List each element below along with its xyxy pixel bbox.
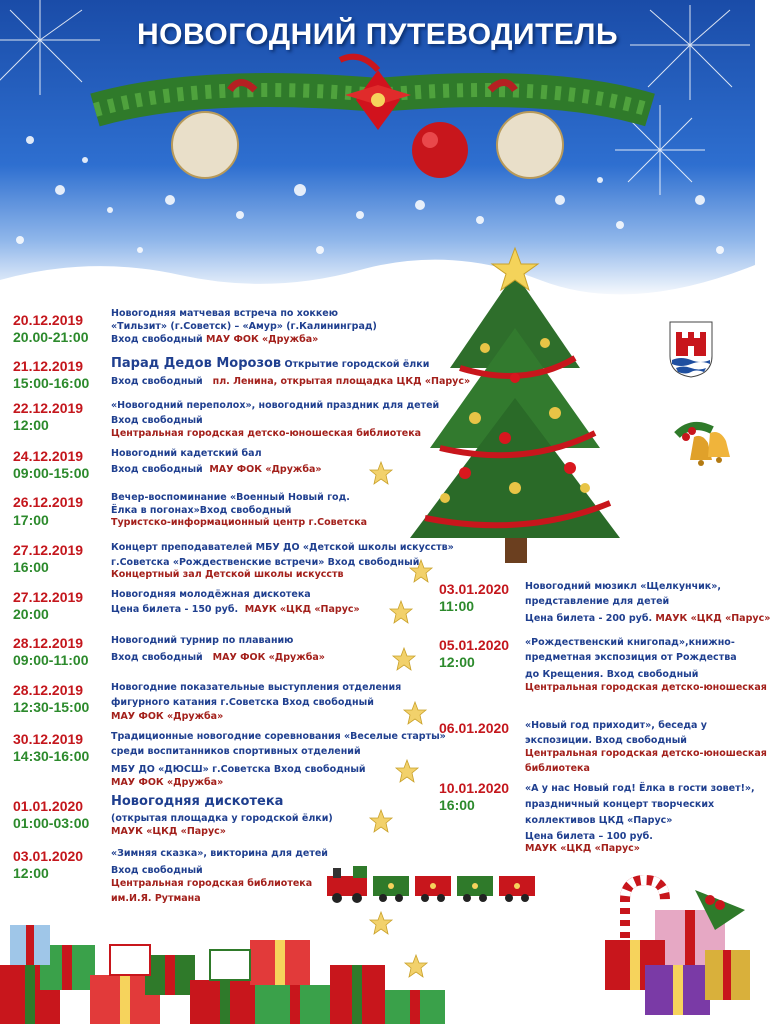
event-time: 12:00 (13, 417, 49, 433)
event-description: «Зимняя сказка», викторина для детей (111, 848, 328, 859)
event-venue: Центральная городская детско-юношеская (525, 748, 767, 759)
event-time: 17:00 (13, 512, 49, 528)
event-description: Вечер-воспоминание «Военный Новый год. (111, 492, 350, 503)
event-description: среди воспитанников спортивных отделений (111, 746, 361, 757)
event-venue: Центральная городская детско-юношеская библиотека (111, 428, 422, 439)
event-date: 06.01.2020 (439, 720, 510, 736)
event-description: Ёлка в погонах»Вход свободный (111, 505, 292, 516)
entry-text: Вход свободный (111, 376, 203, 387)
event-description: коллективов ЦКД «Парус» (525, 815, 673, 826)
event-description: МБУ ДО «ДЮСШ» г.Советска Вход свободный (111, 764, 366, 775)
entry-text: Цена билета - 150 руб. (111, 604, 239, 615)
event-entry (111, 334, 318, 345)
event-date: 03.01.2020 (439, 581, 510, 597)
event-time: 14:30-16:00 (13, 748, 90, 764)
event-description: фигурного катания г.Советска Вход свободный (111, 697, 374, 708)
event-entry (111, 652, 325, 663)
star-icon (393, 648, 415, 670)
event-description: «Тильзит» (г.Советск) – «Амур» (г.Калининград) (111, 321, 377, 332)
event-description: Цена билета – 100 руб. (525, 831, 653, 842)
event-venue: МАУ ФОК «Дружба» (212, 652, 325, 663)
event-date: 28.12.2019 (13, 635, 84, 651)
event-date: 21.12.2019 (13, 358, 84, 374)
event-time: 11:00 (439, 598, 475, 614)
event-description: экспозиции. Вход свободный (525, 735, 687, 746)
event-venue: пл. Ленина, открытая площадка ЦКД «Парус» (212, 376, 471, 387)
star-icon (396, 760, 418, 782)
star-icon (404, 702, 426, 724)
entry-text: Вход свободный (111, 652, 203, 663)
event-date: 24.12.2019 (13, 448, 84, 464)
event-headline: Новогодняя дискотека (111, 794, 284, 809)
event-description: Вход свободный (111, 865, 203, 876)
event-time: 01:00-03:00 (13, 815, 90, 831)
event-time: 20.00-21:00 (13, 329, 89, 345)
event-date: 20.12.2019 (13, 312, 84, 328)
event-venue: МАУК «ЦКД «Парус» (244, 604, 360, 615)
event-description: праздничный концерт творческих (525, 799, 715, 810)
event-time: 20:00 (13, 606, 49, 622)
page-title: НОВОГОДНИЙ ПУТЕВОДИТЕЛЬ (136, 18, 619, 51)
event-description: представление для детей (525, 596, 670, 607)
bells-icon (672, 415, 734, 473)
event-description: Новогодняя матчевая встреча по хоккею (111, 308, 338, 319)
event-description: Вход свободный (111, 415, 203, 426)
event-description: Новогодний кадетский бал (111, 448, 262, 459)
event-venue: МАУК «ЦКД «Парус» (525, 843, 640, 854)
event-description: г.Советска «Рождественские встречи» Вход свободный (111, 557, 420, 568)
event-description: Традиционные новогодние соревнования «Веселые старты» (111, 731, 446, 742)
event-entry (525, 613, 770, 624)
event-entry (111, 376, 470, 387)
event-description: «Рождественский книгопад»,книжно- (525, 637, 735, 648)
event-date: 01.01.2020 (13, 798, 84, 814)
star-icon (370, 810, 392, 832)
event-time: 16:00 (13, 559, 49, 575)
event-description: предметная экспозиция от Рождества (525, 652, 737, 663)
event-venue: МАУ ФОК «Дружба» (206, 334, 319, 345)
event-venue: библиотека (525, 763, 590, 774)
event-description: Новогодний турнир по плаванию (111, 635, 294, 646)
star-icon (370, 462, 392, 484)
event-venue: Концертный зал Детской школы искусств (111, 569, 344, 580)
entry-text: Цена билета - 200 руб. (525, 613, 653, 624)
toy-train-icon (325, 862, 550, 904)
event-headline-note: Открытие городской ёлки (284, 359, 430, 370)
event-time: 12:00 (439, 654, 475, 670)
event-description: «А у нас Новый год! Ёлка в гости зовет!», (525, 783, 755, 794)
coat-of-arms-icon (668, 320, 714, 378)
event-venue: МАУ ФОК «Дружба» (111, 777, 224, 788)
event-venue: Туристско-информационный центр г.Советска (111, 517, 368, 528)
event-description: «Новогодний переполох», новогодний праздник для детей (111, 400, 440, 411)
event-description: (открытая площадка у городской ёлки) (111, 813, 333, 824)
event-date: 10.01.2020 (439, 780, 510, 796)
event-headline: Парад Дедов Морозов (111, 356, 282, 371)
gift-boxes-icon (0, 905, 470, 1024)
entry-text: Вход свободный (111, 334, 203, 345)
event-description: Новогодний мюзикл «Щелкунчик», (525, 581, 721, 592)
event-venue: МАУК «ЦКД «Парус» (111, 826, 226, 837)
event-headline-row (111, 358, 429, 370)
event-venue: МАУ ФОК «Дружба» (111, 711, 224, 722)
event-description: до Крещения. Вход свободный (525, 669, 699, 680)
star-icon (390, 601, 412, 623)
event-entry (111, 604, 360, 615)
event-venue: МАУК «ЦКД «Парус» (655, 613, 770, 624)
event-date: 30.12.2019 (13, 731, 84, 747)
event-date: 26.12.2019 (13, 494, 84, 510)
event-time: 09:00-11:00 (13, 652, 89, 668)
event-venue: им.И.Я. Рутмана (111, 893, 201, 904)
event-time: 12:00 (13, 865, 49, 881)
event-description: «Новый год приходит», беседа у (525, 720, 707, 731)
header-banner (0, 0, 755, 300)
event-venue: Центральная городская библиотека (111, 878, 313, 889)
event-time: 12:30-15:00 (13, 699, 90, 715)
event-date: 27.12.2019 (13, 542, 84, 558)
event-date: 28.12.2019 (13, 682, 84, 698)
event-date: 03.01.2020 (13, 848, 84, 864)
event-venue: МАУ ФОК «Дружба» (209, 464, 322, 475)
event-time: 15:00-16:00 (13, 375, 90, 391)
event-time: 16:00 (439, 797, 475, 813)
candy-cane-icon (595, 870, 755, 1024)
event-date: 22.12.2019 (13, 400, 84, 416)
event-description: Концерт преподавателей МБУ ДО «Детской школы искусств» (111, 542, 454, 553)
event-date: 27.12.2019 (13, 589, 84, 605)
event-description: Новогодняя молодёжная дискотека (111, 589, 311, 600)
event-description: Новогодние показательные выступления отделения (111, 682, 402, 693)
event-venue: Центральная городская детско-юношеская (525, 682, 767, 693)
entry-text: Вход свободный (111, 464, 203, 475)
event-entry (111, 464, 322, 475)
event-date: 05.01.2020 (439, 637, 510, 653)
event-time: 09:00-15:00 (13, 465, 90, 481)
